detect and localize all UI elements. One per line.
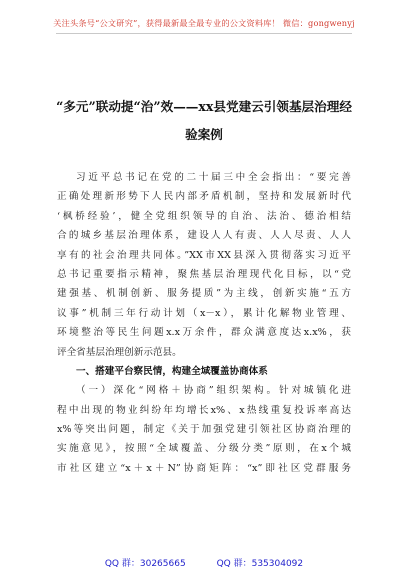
body-line: 程中出现的物业纠纷年均增长x%、x热线重复投诉率高达 bbox=[57, 404, 351, 416]
body-line: 正确处理新形势下人民内部矛盾机制，坚持和发展新时代 bbox=[57, 191, 351, 203]
body-line: （一）深化“网格＋协商”组织架构。针对城镇化进 bbox=[76, 385, 351, 397]
document-title-line-2: 验案例 bbox=[185, 127, 223, 142]
document-body bbox=[57, 168, 351, 478]
footer-qq-group-1: QQ 群：30265665 bbox=[104, 559, 186, 569]
footer-qq-group-2: QQ 群：535304092 bbox=[216, 559, 304, 569]
body-line: 评全省基层治理创新示范县。 bbox=[57, 346, 182, 358]
section-paragraph bbox=[57, 381, 351, 478]
body-line: 实施意见》，按照“全域覆盖、分级分类”原则，在x个城 bbox=[57, 443, 351, 455]
intro-paragraph bbox=[57, 168, 351, 362]
body-line: 议事”机制三年行动计划（x－x），累计化解物业管理、 bbox=[57, 307, 351, 319]
body-line: 合的城乡基层治理体系，建设人人有责、人人尽责、人人 bbox=[57, 230, 351, 242]
document-title-line-1: “多元”联动提“治”效——xx县党建云引领基层治理经 bbox=[56, 99, 352, 114]
body-line: ‘枫桥经验’，健全党组织领导的自治、法治、德治相结 bbox=[57, 210, 351, 222]
body-line: 市社区建立“x＋x＋N”协商矩阵：“x”即社区党群服务 bbox=[57, 462, 351, 474]
header-divider bbox=[56, 33, 352, 34]
body-line: 总书记重要指示精神，聚焦基层治理现代化目标，以“党 bbox=[57, 268, 351, 280]
section-heading: 一、搭建平台察民情，构建全域覆盖协商体系 bbox=[76, 365, 268, 377]
header-notice: 关注头条号“公文研究”，获得最新最全最专业的公文资料库！ 微信：gongwenyj bbox=[53, 18, 355, 28]
body-line: 享有的社会治理共同体。”XX市XX县深入贯彻落实习近平 bbox=[57, 249, 351, 261]
body-line: 建强基、机制创新、服务提质”为主线，创新实施“五方 bbox=[57, 288, 351, 300]
body-line: 环境整治等民生问题x.x万余件，群众满意度达x.x%，获 bbox=[57, 327, 351, 339]
body-line: 习近平总书记在党的二十届三中全会指出：“要完善 bbox=[76, 172, 351, 183]
footer-contacts bbox=[0, 556, 408, 569]
body-line: x%等突出问题，制定《关于加强党建引领社区协商治理的 bbox=[57, 424, 351, 436]
